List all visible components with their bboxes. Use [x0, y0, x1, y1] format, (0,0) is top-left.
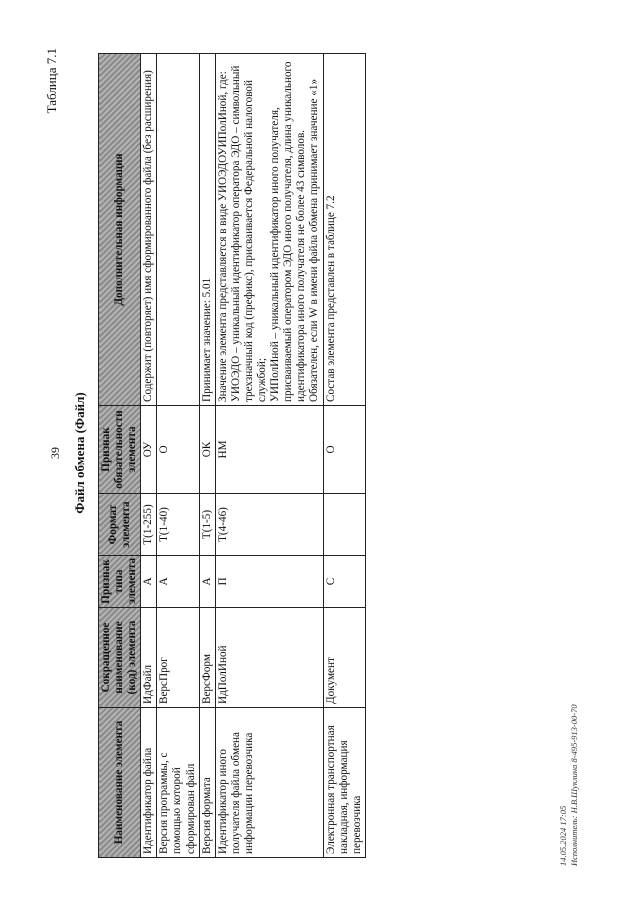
cell-format: T(4-46): [215, 494, 323, 556]
cell-mandatory: ОК: [199, 406, 215, 494]
cell-mandatory: О: [157, 406, 199, 494]
cell-format: T(1-255): [141, 494, 157, 556]
cell-name: Идентификатор иного получателя файла обмена информации перевозчика: [215, 708, 323, 858]
footnote-timestamp: 14.05.2024 17:05: [558, 805, 568, 866]
table-label: Таблица 7.1: [44, 48, 59, 114]
table-row: [141, 54, 157, 858]
cell-info: [157, 54, 199, 406]
cell-name: Версия программы, с помощью которой сформирован файл: [157, 708, 199, 858]
cell-format: T(1-40): [157, 494, 199, 556]
cell-type: А: [199, 556, 215, 608]
page-number: 39: [48, 447, 62, 459]
cell-name: Версия формата: [199, 708, 215, 858]
table-header-row: [99, 54, 141, 858]
cell-type: П: [215, 556, 323, 608]
col-header-mandatory: Признак обязательности элемента: [99, 406, 141, 494]
cell-name: Идентификатор файла: [141, 708, 157, 858]
table-row: [215, 54, 323, 858]
cell-info: Принимает значение: 5.01: [199, 54, 215, 406]
cell-type: А: [157, 556, 199, 608]
col-header-code: Сокращенное наименование (код) элемента: [99, 608, 141, 708]
cell-format: T(1-5): [199, 494, 215, 556]
document-page: [6, 5, 630, 901]
cell-type: А: [141, 556, 157, 608]
table-row: [199, 54, 215, 858]
col-header-name: Наименование элемента: [99, 708, 141, 858]
cell-code: ИдПолИной: [215, 608, 323, 708]
cell-info: Содержит (повторяет) имя сформированного файла (без расширения): [141, 54, 157, 406]
cell-code: ВерсПрог: [157, 608, 199, 708]
cell-code: ВерсФорм: [199, 608, 215, 708]
cell-mandatory: НМ: [215, 406, 323, 494]
col-header-type: Признак типа элемента: [99, 556, 141, 608]
table-title: Файл обмена (Файл): [72, 392, 87, 514]
footnote-executor: Исполнитель: Н.В.Шуклина 8-495-913-00-70: [569, 704, 579, 866]
elements-table: [98, 53, 366, 858]
cell-name: Электронная транспортная накладная, информация перевозчика: [323, 708, 365, 858]
table-row: [157, 54, 199, 858]
cell-info: Состав элемента представлен в таблице 7.2: [323, 54, 365, 406]
cell-code: Документ: [323, 608, 365, 708]
cell-mandatory: О: [323, 406, 365, 494]
cell-mandatory: ОУ: [141, 406, 157, 494]
table-body: [141, 54, 366, 858]
cell-info: Значение элемента представляется в виде УИОЭДОУИПолИной, где: УИОЭДО – уникальный идентификатор оператора ЭДО – символьный трехзначный код (префикс), присваивается Федеральной налоговой службой; УИПолИной – уникальный идентификатор иного получателя, присваиваемый оператором ЭДО иного получателя, длина уникального идентификатора иного получателя не более 43 символов. Обязателен, если W в имени файла обмена принимает значение «1»: [215, 54, 323, 406]
rotated-content: [38, 38, 598, 868]
cell-format: [323, 494, 365, 556]
cell-code: ИдФайл: [141, 608, 157, 708]
col-header-format: Формат элемента: [99, 494, 141, 556]
col-header-info: Дополнительная информация: [99, 54, 141, 406]
cell-type: С: [323, 556, 365, 608]
table-row: [323, 54, 365, 858]
